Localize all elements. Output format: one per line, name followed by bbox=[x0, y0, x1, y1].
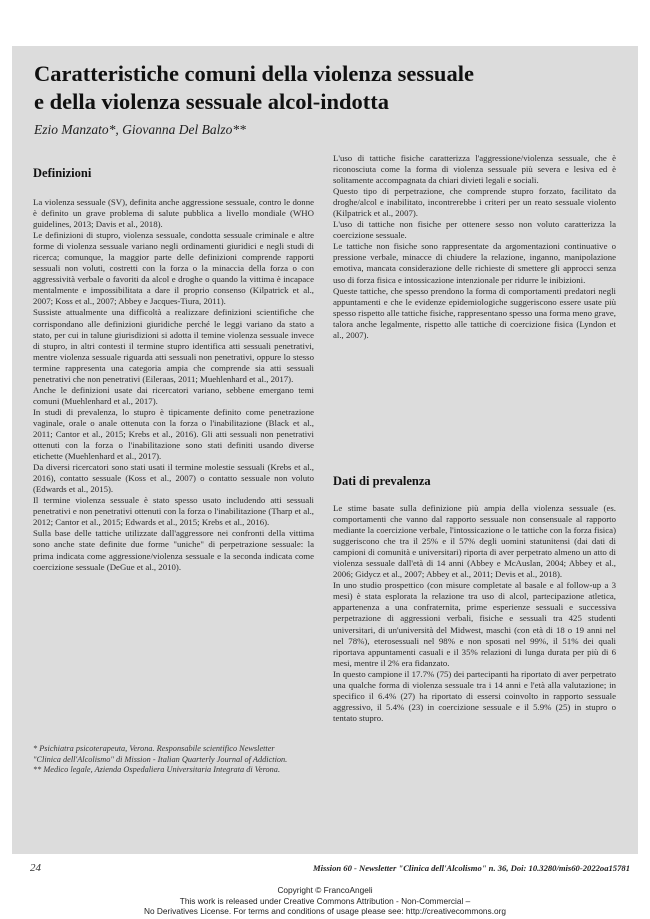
tattiche-body bbox=[333, 153, 616, 341]
license-line: This work is released under Creative Commons Attribution - Non-Commercial – bbox=[179, 895, 471, 906]
title-line-2: e della violenza sessuale alcol-indotta bbox=[34, 89, 389, 114]
paragraph: Anche le definizioni usate dai ricercatori variano, sebbene emergano temi comuni (Muehlenhard et al., 2017). bbox=[33, 384, 314, 406]
definizioni-body bbox=[33, 197, 314, 573]
article-authors: Ezio Manzato*, Giovanna Del Balzo** bbox=[34, 122, 246, 137]
article-title bbox=[34, 60, 614, 116]
copyright-line: Copyright © FrancoAngeli bbox=[277, 885, 373, 895]
paragraph: Queste tattiche, che spesso prendono la forma di comportamenti predatori negli appuntamenti e che le evidenze epidemiologiche suggeriscono essere usate più spesso rispetto alle tattiche fisiche, rappresentano spesso una forma meno grave, talora anche legalmente, rispetto alle tattiche di coercizione fisica (Lyndon et al., 2007). bbox=[333, 285, 616, 340]
paragraph: L'uso di tattiche non fisiche per ottenere sesso non voluto caratterizza la coercizione sessuale. bbox=[333, 219, 616, 241]
footnote: ** Medico legale, Azienda Ospedaliera Universitaria Integrata di Verona. bbox=[33, 765, 281, 774]
journal-citation: Mission 60 - Newsletter "Clinica dell'Alcolismo" n. 36, Doi: 10.3280/mis60-2022oa15781 bbox=[312, 863, 630, 873]
prevalenza-body bbox=[333, 503, 616, 724]
footnotes bbox=[33, 744, 303, 776]
paragraph: In studi di prevalenza, lo stupro è tipicamente definito come penetrazione vaginale, orale o anale ottenuta con la forza o l'inabilitazione (Black et al., 2011; Cantor et al., 2015; Krebs et al., 2016). Gli atti sessuali non penetrativi ottenuti con la forza o l'inabilitazione sono stati definiti usando diverse etichette (Muehlenhard et al., 2017). bbox=[33, 406, 314, 462]
paragraph: Le definizioni di stupro, violenza sessuale, condotta sessuale criminale e altre forme di violenza sessuale variano negli ordinamenti giuridici e negli studi di ricerca; comunque, la maggior parte delle definizioni comprende rapporti sessuali non voluti, costretti con la forza o la minaccia della forza o con aggressività verbale o favoriti da alcol e droghe o quando la vittima è incapace mentalmente e impossibilitata a dare il proprio consenso (Kilpatrick et al., 2007; Koss et al., 2007; Abbey e Jacques-Tiura, 2011). bbox=[33, 230, 314, 307]
paragraph: Sussiste attualmente una difficoltà a realizzare definizioni scientifiche che corrispondano alle definizioni giuridiche perché le leggi variano da stato a stato, per cui in talune giurisdizioni si adotta il temine violenza sessuale invece di stupro, in altri contesti il termine stupro identifica atti sessuali penetrativi, mentre violenza sessuale riguarda atti sessuali non penetrativi, oppure lo stesso termine rappresenta una categoria ampia che comprende sia atti sessuali penetrativi che non penetrativi (Eileraas, 2011; Muehlenhard et al., 2017). bbox=[33, 307, 314, 384]
paragraph: La violenza sessuale (SV), definita anche aggressione sessuale, contro le donne è definito un grave problema di salute pubblica a livello mondiale (WHO guidelines, 2013; Davis et al., 2018). bbox=[33, 197, 314, 230]
title-line-1: Caratteristiche comuni della violenza sessuale bbox=[34, 61, 474, 86]
paragraph: In uno studio prospettico (con misure completate al basale e al follow-up a 3 mesi) è stata esplorata la relazione tra uso di alcol, partecipazione atletica, appartenenza a una confraternita, prime esperienze sessuali e successiva perpetrazione di aggressioni verbali, fisiche e sessuali tra 425 studenti universitari, di un'università del Midwest, maschi (con età di 18 o 19 anni nel nel 78%), eterosessuali nel 98% e non sposati nel 99%, il 51% dei quali riportava appuntamenti casuali e il 35% relazioni di lunga durata per più di 6 mesi, mentre il 2% era fidanzato. bbox=[333, 580, 616, 668]
license-line: No Derivatives License. For terms and conditions of usage please see: http://creativecommons.org bbox=[143, 906, 506, 916]
paragraph: Le stime basate sulla definizione più ampia della violenza sessuale (es. comportamenti che vanno dal rapporto sessuale non consensuale al rapporto mediante la coercizione verbale, l'intossicazione o le tattiche con la forza fisica) suggeriscono che tra il 25% e il 57% degli uomini statunitensi (dai dati di campioni di comunità e universitari) riporta di aver perpetrato almeno un atto di violenza sessuale dall'età di 14 anni (Abbey e McAuslan, 2004; Abbey et al., 2006; Gidycz et al., 2007; Abbey et al., 2011; Devis et al., 2018). bbox=[333, 503, 616, 580]
paragraph: Questo tipo di perpetrazione, che comprende stupro forzato, facilitato da droghe/alcol e inabilitato, incontrerebbe i criteri per un reato sessuale violento (Kilpatrick et al., 2007). bbox=[333, 186, 616, 219]
footnote: * Psichiatra psicoterapeuta, Verona. Responsabile scientifico Newsletter "Clinica dell'Alcolismo" di Mission - Italian Quarterly Journal of Addiction. bbox=[33, 744, 288, 764]
paragraph: L'uso di tattiche fisiche caratterizza l'aggressione/violenza sessuale, che è riconosciuta come la forma di violenza sessuale più severa e lesiva ed è solitamente accompagnata da chiari divieti legali e sociali. bbox=[333, 153, 616, 186]
paragraph: Il termine violenza sessuale è stato spesso usato includendo atti sessuali penetrativi e non penetrativi ottenuti con la forza o l'inabilitazione (Tharp et al., 2012; Cantor et al., 2015; Edwards et al., 2015; Krebs et al., 2016). bbox=[33, 495, 314, 528]
section-heading-prevalenza: Dati di prevalenza bbox=[333, 474, 431, 488]
paragraph: Le tattiche non fisiche sono rappresentate da argomentazioni continuative o pressione verbale, minacce di chiudere la relazione, inganno, manipolazione emotiva, mancata considerazione delle richieste di smettere gli approcci senza uso di forza fisica e intossicazione intenzionale per ridurre le inibizioni. bbox=[333, 241, 616, 285]
paragraph: In questo campione il 17.7% (75) dei partecipanti ha riportato di aver perpetrato una qualche forma di violenza sessuale tra i 14 anni e l'età alla valutazione; in specifico il 6.4% (27) ha riportato di essersi coinvolto in rapporto sessuale aggressivo, il 5.4% (23) in coercizione sessuale e il 5.9% (25) in stupro o tentato stupro. bbox=[333, 668, 616, 723]
copyright-notice bbox=[0, 885, 650, 917]
paragraph: Da diversi ricercatori sono stati usati il termine molestie sessuali (Krebs et al., 2016), contatto sessuale (Koss et al., 2007) o contatto sessuale non voluto (Edwards et al., 2015). bbox=[33, 462, 314, 495]
page-number: 24 bbox=[30, 862, 41, 874]
section-heading-definizioni: Definizioni bbox=[33, 166, 92, 180]
paragraph: Sulla base delle tattiche utilizzate dall'aggressore nei confronti della vittima sono anche state definite due forme "uniche" di perpetrazione sessuale: la prima indicata come aggressione/violenza sessuale e la seconda indicata come coercizione sessuale (DeGue et al., 2010). bbox=[33, 528, 314, 572]
